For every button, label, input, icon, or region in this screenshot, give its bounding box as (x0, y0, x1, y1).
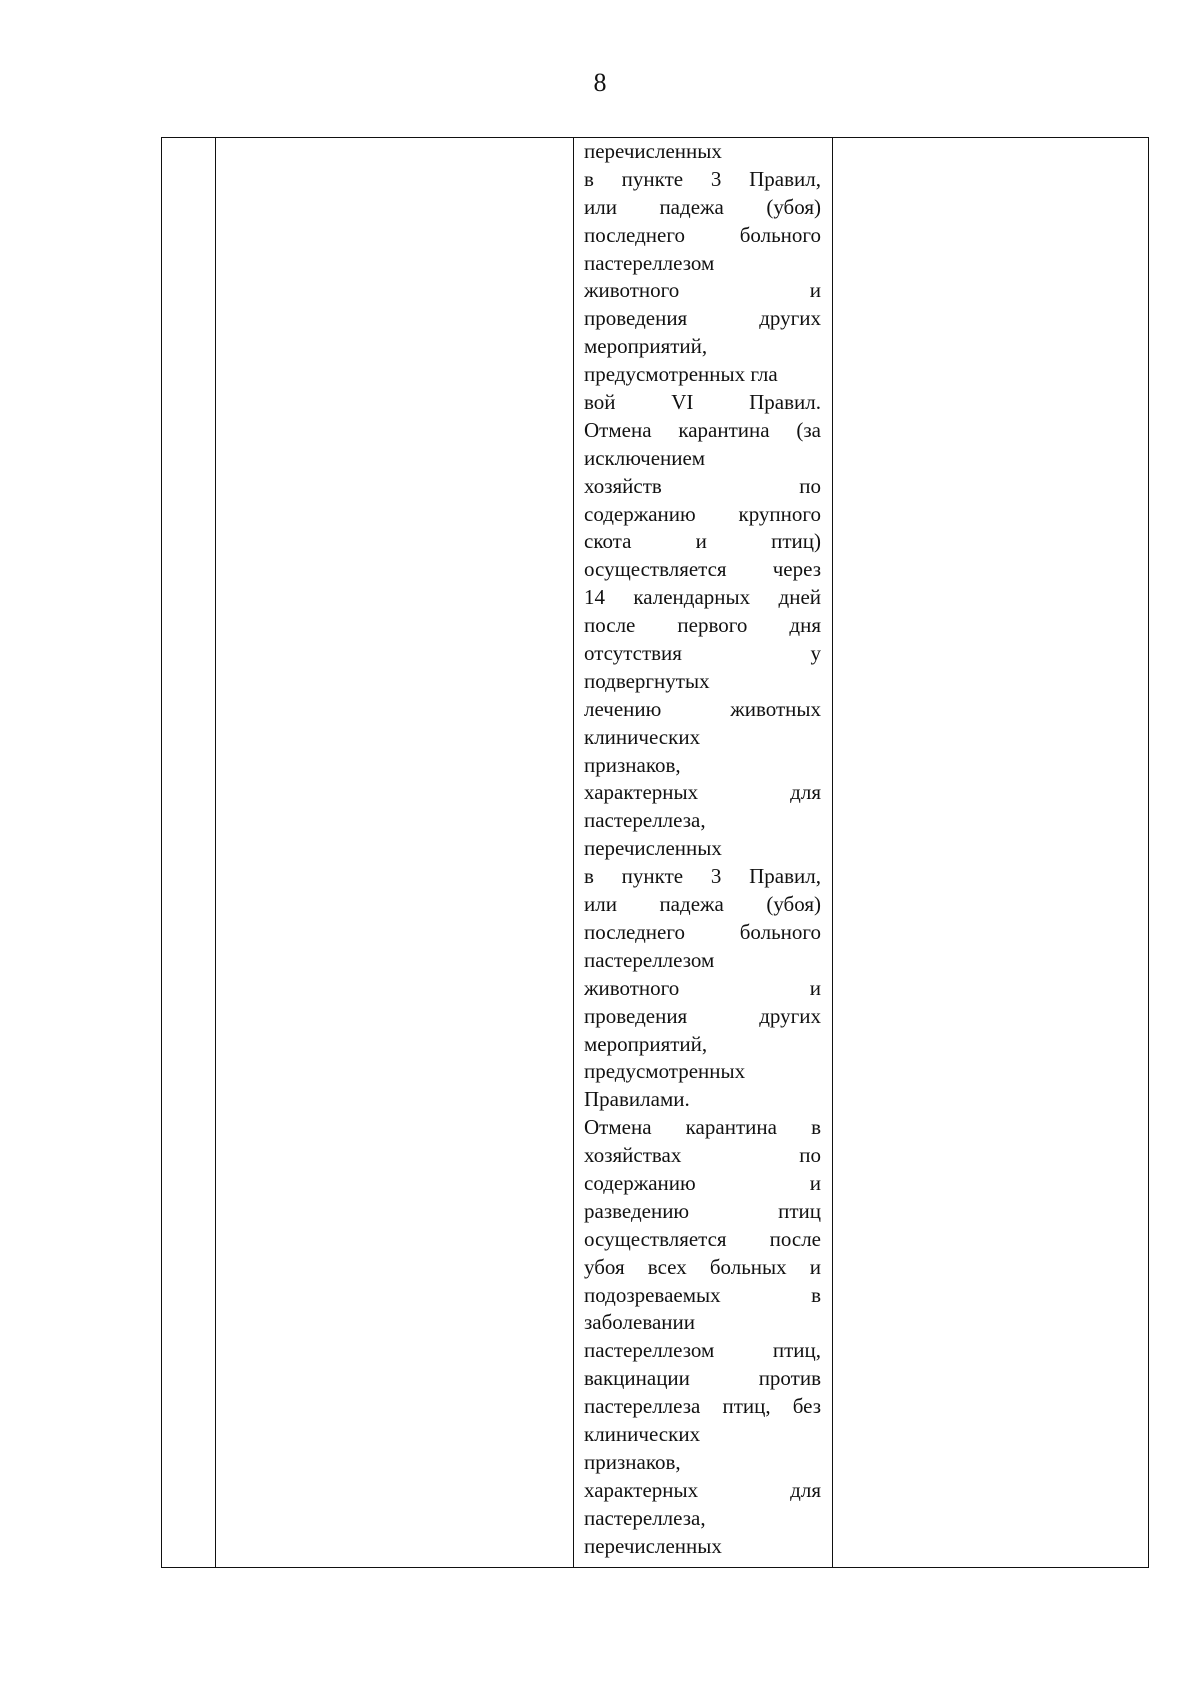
text-line: мероприятий, (584, 1031, 708, 1056)
text-line: пастереллезом (584, 947, 715, 972)
text-line: пастереллезом (584, 250, 715, 275)
text-line: пастереллеза птиц, без (584, 1394, 821, 1419)
text-line: перечисленных (584, 836, 722, 861)
text-line: характерных для (584, 1477, 821, 1502)
text-line: клинических (584, 1421, 701, 1446)
text-line: перечисленных (584, 139, 722, 163)
text-line: лечению животных (584, 696, 821, 721)
text-line: последнего больного (584, 919, 821, 944)
page-number: 8 (593, 68, 607, 97)
text-line: Правилами. (584, 1087, 690, 1112)
text-line: хозяйств по (584, 473, 821, 498)
text-line: животного и (584, 975, 821, 1000)
text-line: перечисленных (584, 1533, 722, 1558)
text-line: клинических (584, 724, 701, 749)
text-line: характерных для (584, 780, 821, 805)
text-line: осуществляется после (584, 1226, 821, 1251)
text-line: вой VI Правил. (584, 390, 821, 415)
text-line: осуществляется через (584, 557, 821, 582)
table-cell-name-column (216, 138, 574, 1568)
text-line: проведения других (584, 306, 821, 331)
text-line: хозяйствах по (584, 1143, 821, 1168)
text-line: подвергнутых (584, 668, 710, 693)
text-line: содержанию крупного (584, 501, 821, 526)
text-line: заболевании (584, 1310, 695, 1335)
text-line: содержанию и (584, 1170, 821, 1195)
table-cell-number-column (162, 138, 216, 1568)
text-line: отсутствия у (584, 641, 821, 666)
text-line: подозреваемых в (584, 1282, 821, 1307)
text-line: в пункте 3 Правил, (584, 166, 821, 191)
text-line: признаков, (584, 752, 681, 777)
text-line: признаков, (584, 1449, 681, 1474)
document-table (161, 137, 1149, 1568)
text-line: животного и (584, 278, 821, 303)
text-line: разведению птиц (584, 1198, 821, 1223)
text-line: скота и птиц) (584, 529, 821, 554)
text-line: вакцинации против (584, 1366, 821, 1391)
cell-text-block (584, 138, 821, 1560)
text-line: предусмотренных (584, 1059, 746, 1084)
text-line: или падежа (убоя) (584, 892, 821, 917)
text-line: 14 календарных дней (584, 585, 821, 610)
text-line: после первого дня (584, 613, 821, 638)
text-line: убоя всех больных и (584, 1254, 821, 1279)
text-line: Отмена карантина в (584, 1115, 821, 1140)
table-cell-text-column (574, 138, 833, 1568)
text-line: или падежа (убоя) (584, 194, 821, 219)
text-line: предусмотренных гла (584, 362, 778, 387)
text-line: пастереллеза, (584, 1505, 706, 1530)
text-line: последнего больного (584, 222, 821, 247)
table-row (162, 138, 1149, 1568)
text-line: в пункте 3 Правил, (584, 864, 821, 889)
table-cell-notes-column (833, 138, 1149, 1568)
text-line: Отмена карантина (за (584, 417, 821, 442)
text-line: пастереллеза, (584, 808, 706, 833)
text-line: мероприятий, (584, 334, 708, 359)
text-line: исключением (584, 445, 706, 470)
text-line: пастереллезом птиц, (584, 1338, 821, 1363)
text-line: проведения других (584, 1003, 821, 1028)
